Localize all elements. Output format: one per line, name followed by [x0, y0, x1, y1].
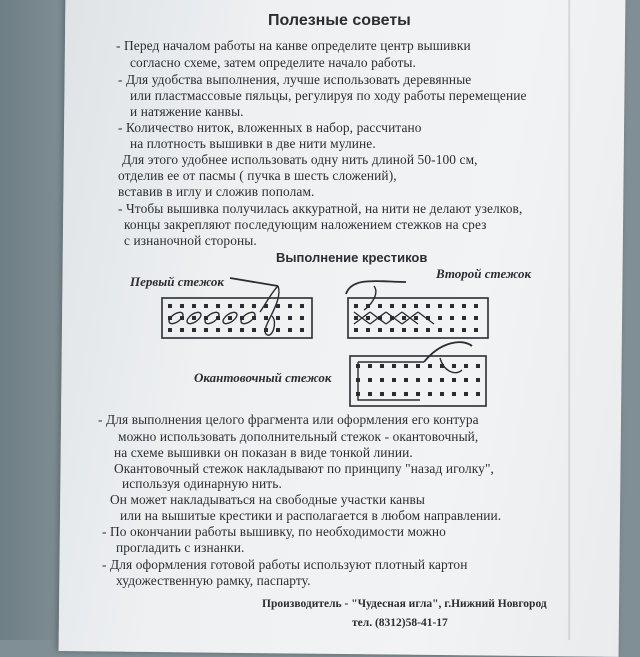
lower-line: художественную рамку, паспарту. [116, 573, 311, 588]
lower-line: на схеме вышивки он показан в виде тонкой линии. [114, 445, 413, 460]
lower-line: - Для выполнения целого фрагмента или оформления его контура [98, 412, 479, 427]
lower-line: - По окончании работы вышивку, по необходимости можно [102, 524, 446, 539]
tip-line: концы закрепляют последующим наложением стежков на срез [124, 217, 487, 232]
edging-stitch-label: Окантовочный стежок [194, 370, 332, 385]
tip-line: с изнаночной стороны. [124, 233, 257, 248]
paper-fold [568, 0, 571, 640]
lower-line: - Для оформления готовой работы используют плотный картон [102, 557, 468, 572]
tip-line: - Перед началом работы на канве определите центр вышивки [116, 38, 471, 53]
lower-line: прогладить с изнанки. [116, 540, 245, 555]
lower-line: или на вышитые крестики и располагается в любом направлении. [120, 508, 502, 523]
tip-line: Для этого удобнее использовать одну нить длиной 50-100 см, [122, 152, 478, 167]
tip-line: - Для удобства выполнения, лучше использовать деревянные [118, 72, 472, 87]
lower-line: Окантовочный стежок накладывают по принципу "назад иголку", [114, 461, 494, 476]
tip-line: отделив ее от пасмы ( пучка в шесть сложений), [118, 168, 397, 183]
page-title: Полезные советы [268, 12, 411, 29]
second-stitch-label: Второй стежок [436, 266, 532, 281]
first-stitch-label: Первый стежок [130, 274, 224, 289]
lower-line: можно использовать дополнительный стежок - окантовочный, [118, 429, 479, 444]
tip-line: - Количество ниток, вложенных в набор, рассчитано [118, 120, 422, 135]
tip-line: или пластмассовые пяльцы, регулируя по ходу работы перемещение [130, 88, 527, 103]
section-heading: Выполнение крестиков [276, 250, 428, 265]
first-stitch-illustration [160, 272, 320, 352]
lower-line: Он может накладываться на свободные участки канвы [110, 492, 425, 507]
tip-line: на плотность вышивки в две нити мулине. [130, 136, 376, 151]
tip-line: согласно схеме, затем определите начало работы. [130, 55, 416, 70]
tip-line: и натяжение канвы. [130, 104, 244, 119]
tip-line: - Чтобы вышивка получилась аккуратной, на нити не делают узелков, [118, 201, 523, 216]
phone-info: тел. (8312)58-41-17 [352, 617, 448, 629]
edging-stitch-illustration [344, 336, 494, 416]
producer-info: Производитель - "Чудесная игла", г.Нижний Новгород [262, 598, 547, 610]
lower-line: используя одинарную нить. [122, 476, 282, 491]
tip-line: вставив в иглу и сложив пополам. [118, 184, 315, 199]
